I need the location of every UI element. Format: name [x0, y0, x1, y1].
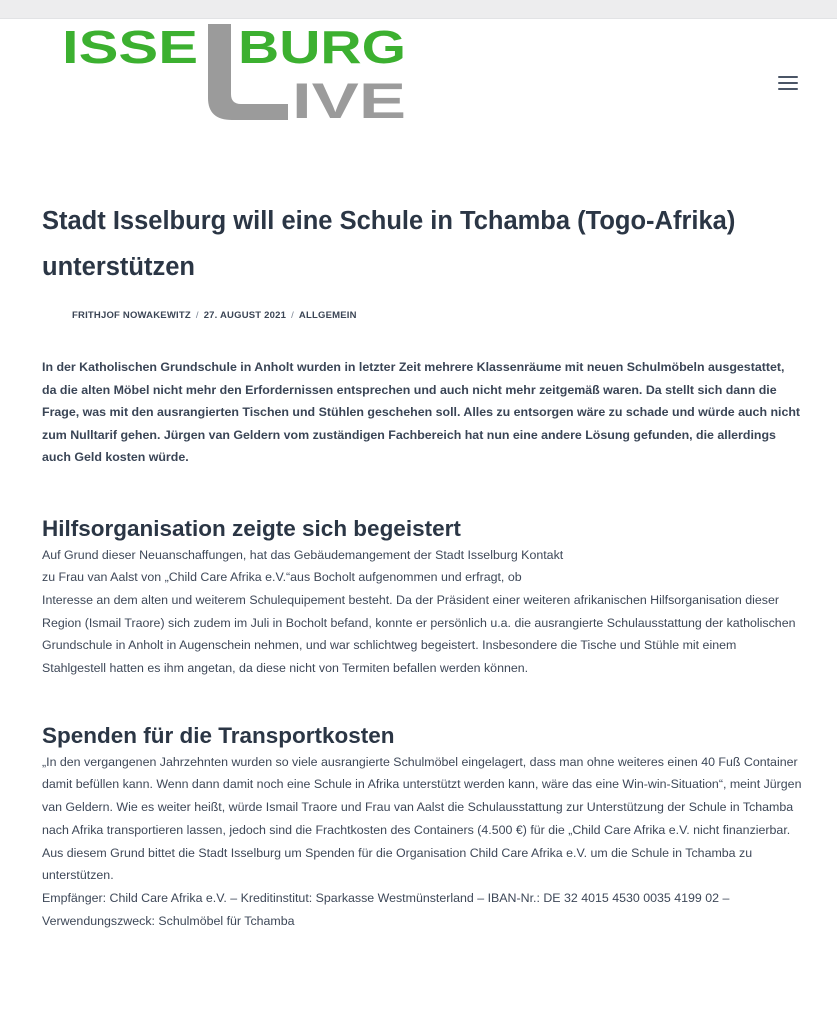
category-link[interactable]: ALLGEMEIN: [298, 310, 357, 321]
section-heading-hilfsorganisation: Hilfsorganisation zeigte sich begeistert: [42, 515, 461, 541]
article-lead: In der Katholischen Grundschule in Anholt wurden in letzter Zeit mehrere Klassenräume mit neuen Schulmöbeln ausgestattet, da die alten Möbel nicht mehr den Erfordernissen entsprechen und auch nicht mehr zeitgemäß waren. Da stellt sich dann die Frage, was mit den ausrangierten Tischen und Stühlen geschehen soll. Alles zu entsorgen wäre zu schade und würde auch nicht zum Nulltarif gehen. Jürgen van Geldern vom zuständigen Fachbereich hat nun eine andere Lösung gefunden, die allerdings auch Geld kosten würde.: [42, 360, 801, 464]
menu-line-bottom: [778, 88, 798, 90]
hamburger-menu-icon[interactable]: [778, 76, 798, 94]
paragraph-text: Interesse an dem alten und weiterem Schulequipement besteht. Da der Präsident einer weiteren afrikanischen Hilfsorganisation dieser Region (Ismail Traore) sich zudem im Juli in Bocholt befand, konnte er persönlich u.a. die ausrangierte Schulausstattung der katholischen Grundschule in Anholt in Augenschein nehmen, und war schlichtweg begeistert. Insbesondere die Tische und Stühle mit einem Stahlgestell hatten es ihm angetan, da diese nicht von Termiten befallen werden können.: [42, 592, 796, 676]
date-link[interactable]: 27. AUGUST 2021: [203, 310, 287, 321]
isselburg-live-logo[interactable]: [62, 22, 412, 126]
section-heading-spenden: Spenden für die Transportkosten: [42, 722, 395, 748]
section-paragraph-hilfsorganisation: [42, 544, 802, 680]
meta-separator: /: [291, 310, 294, 321]
paragraph-line: Auf Grund dieser Neuanschaffungen, hat das Gebäudemangement der Stadt Isselburg Kontakt: [42, 547, 564, 562]
logo-text-isse: ISSE: [62, 22, 198, 73]
menu-line-top: [778, 76, 798, 78]
author-link[interactable]: FRITHJOF NOWAKEWITZ: [72, 310, 191, 321]
article-title: Stadt Isselburg will eine Schule in Tchamba (Togo-Afrika) unterstützen: [42, 207, 736, 281]
menu-line-middle: [778, 82, 798, 84]
section-paragraph-spenden: „In den vergangenen Jahrzehnten wurden so viele ausrangierte Schulmöbel eingelagert, dass man ohne weiteres einen 40 Fuß Container damit befüllen kann. Wenn dann damit noch eine Schule in Afrika unterstützt werden kann, wäre das eine Win-win-Situation“, meint Jürgen van Geldern. Wie es weiter heißt, würde Ismail Traore und Frau van Aalst die Schulausstattung zur Unterstützung der Schule in Tchamba nach Afrika transportieren lassen, jedoch sind die Frachtkosten des Containers (4.500 €) für die „Child Care Afrika e.V. nicht finanzierbar. Aus diesem Grund bittet die Stadt Isselburg um Spenden für die Organisation Child Care Afrika e.V. um die Schule in Tchamba zu unterstützen.: [42, 754, 802, 883]
paragraph-line: zu Frau van Aalst von „Child Care Afrika e.V.“aus Bocholt aufgenommen und erfragt, ob: [42, 570, 522, 585]
article-content: [42, 198, 802, 932]
logo-text-ive: IVE: [292, 73, 406, 126]
logo-text-burg: BURG: [238, 22, 406, 73]
article-meta: [72, 306, 802, 326]
browser-top-bar: [0, 0, 837, 19]
bank-info: Empfänger: Child Care Afrika e.V. – Kreditinstitut: Sparkasse Westmünsterland – IBAN-Nr.: DE 32 4015 4530 0035 4199 02 – Verwendungszweck: Schulmöbel für Tchamba: [42, 890, 730, 928]
meta-separator: /: [195, 310, 199, 321]
